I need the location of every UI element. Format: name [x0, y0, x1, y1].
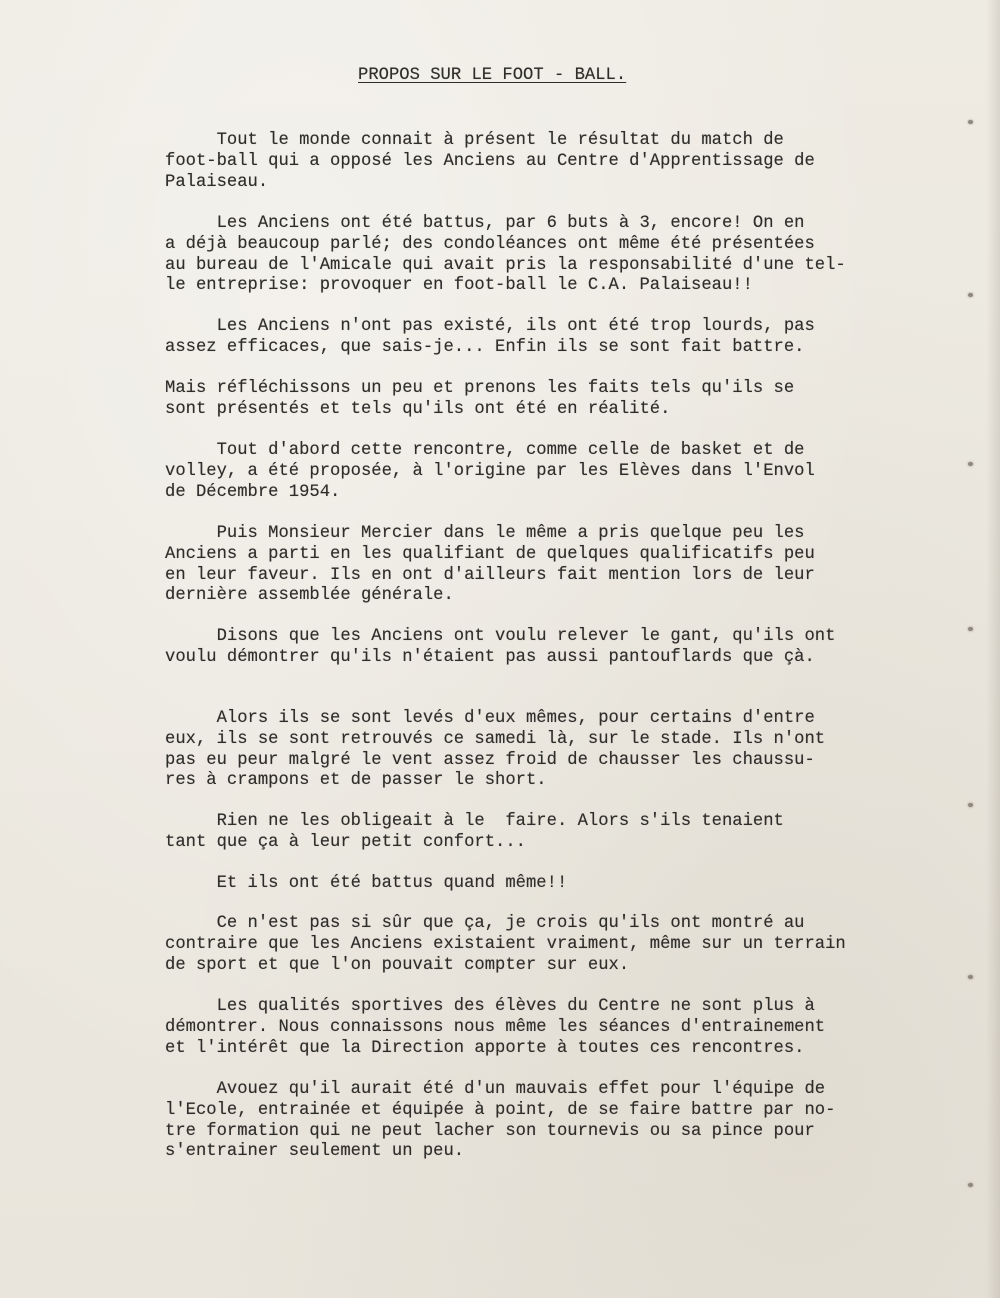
punch-mark [968, 1183, 973, 1187]
paragraph-9: Rien ne les obligeait à le faire. Alors s'ils tenaient tant que ça à leur petit confort... [165, 812, 784, 852]
paragraph-1: Tout le monde connait à présent le résultat du match de foot-ball qui a opposé les Anciens au Centre d'Apprentissage de Palaiseau. [165, 131, 815, 192]
punch-mark [968, 627, 973, 631]
paragraph-13: Avouez qu'il aurait été d'un mauvais effet pour l'équipe de l'Ecole, entrainée et équipée à point, de se faire battre par no- tre formation qui ne peut lacher son tournevis ou sa pince pour s'entrainer seulement un peu. [165, 1080, 836, 1162]
paragraph-10: Et ils ont été battus quand même!! [165, 874, 568, 893]
paragraph-11: Ce n'est pas si sûr que ça, je crois qu'ils ont montré au contraire que les Anciens existaient vraiment, même sur un terrain de sport et que l'on pouvait compter sur eux. [165, 914, 846, 975]
punch-mark [968, 293, 973, 297]
paragraph-5: Tout d'abord cette rencontre, comme celle de basket et de volley, a été proposée, à l'origine par les Elèves dans l'Envol de Décembre 1954. [165, 441, 815, 502]
page-edge-shadow [986, 0, 1000, 1298]
paragraph-12: Les qualités sportives des élèves du Centre ne sont plus à démontrer. Nous connaissons nous même les séances d'entrainement et l'intérêt que la Direction apporte à toutes ces rencontres. [165, 997, 826, 1058]
document-title: PROPOS SUR LE FOOT - BALL. [358, 66, 627, 85]
paragraph-7: Disons que les Anciens ont voulu relever le gant, qu'ils ont voulu démontrer qu'ils n'étaient pas aussi pantouflards que çà. [165, 627, 836, 667]
punch-mark [968, 803, 973, 807]
punch-mark [968, 975, 973, 979]
paragraph-4: Mais réfléchissons un peu et prenons les faits tels qu'ils se sont présentés et tels qu'ils ont été en réalité. [165, 379, 795, 419]
punch-mark [968, 462, 973, 466]
paragraph-2: Les Anciens ont été battus, par 6 buts à 3, encore! On en a déjà beaucoup parlé; des condoléances ont même été présentées au bureau de l'Amicale qui avait pris la responsabilité d'une tel- le entreprise: provoquer en foot-ball le C.A. Palaiseau!! [165, 214, 846, 296]
punch-mark [968, 120, 973, 124]
paragraph-8: Alors ils se sont levés d'eux mêmes, pour certains d'entre eux, ils se sont retrouvés ce samedi là, sur le stade. Ils n'ont pas eu peur malgré le vent assez froid de chausser les chaussu- res à crampons et de passer le short. [165, 709, 826, 791]
paragraph-6: Puis Monsieur Mercier dans le même a pris quelque peu les Anciens a parti en les qualifiant de quelques qualificatifs peu en leur faveur. Ils en ont d'ailleurs fait mention lors de leur dernière assemblée générale. [165, 524, 815, 606]
paragraph-3: Les Anciens n'ont pas existé, ils ont été trop lourds, pas assez efficaces, que sais-je... Enfin ils se sont fait battre. [165, 317, 815, 357]
